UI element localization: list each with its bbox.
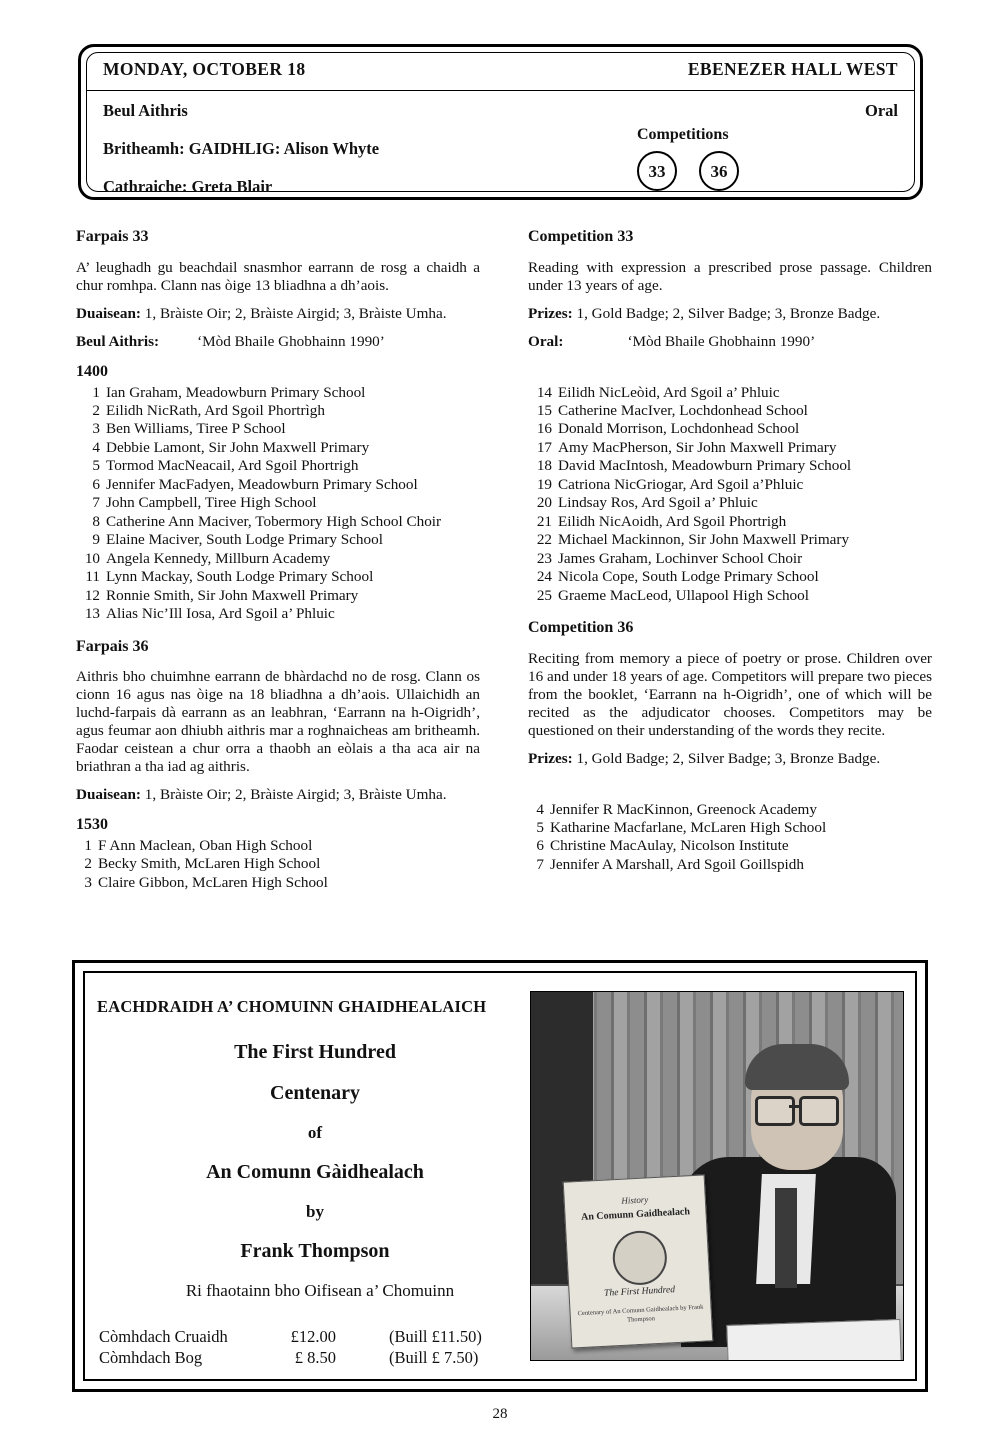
list-item	[528, 587, 932, 605]
english-column	[528, 228, 932, 874]
list-item	[528, 457, 932, 475]
competition-33-prizes: Prizes: 1, Gold Badge; 2, Silver Badge; 3, Bronze Badge.	[528, 304, 881, 322]
entry-name: James Graham, Lochinver School Choir	[558, 549, 803, 567]
advert-line-2: Centenary	[270, 1082, 360, 1104]
advert-line-3: of	[307, 1123, 323, 1142]
list-item	[528, 837, 932, 855]
photo-author-tie	[775, 1188, 797, 1288]
competition-33-entry-list	[528, 384, 932, 606]
list-item	[76, 855, 480, 873]
list-item	[76, 513, 480, 531]
entry-number: 20	[536, 494, 552, 512]
advert-price-list	[99, 1327, 549, 1369]
farpais-33-time: 1400	[76, 362, 108, 380]
book-cover-seal-icon	[611, 1230, 668, 1287]
farpais-36-time: 1530	[76, 816, 108, 834]
entry-name: Angela Kennedy, Millburn Academy	[106, 549, 331, 567]
header-venue: EBENEZER HALL WEST	[687, 59, 898, 79]
competition-33-prizes-label: Prizes:	[528, 304, 573, 322]
competition-badge-36: 36	[699, 151, 739, 191]
entry-number: 2	[92, 401, 100, 419]
entry-name: Tormod MacNeacail, Ard Sgoil Phortrigh	[106, 457, 359, 475]
photo-glasses-left	[755, 1096, 795, 1126]
competition-36-prizes-label: Prizes:	[528, 749, 573, 767]
entry-number: 23	[536, 549, 552, 567]
entry-number: 16	[536, 420, 552, 438]
entry-number: 3	[84, 873, 92, 891]
photo-book-cover	[563, 1174, 714, 1348]
farpais-33-entry-list	[76, 384, 480, 624]
entry-name: F Ann Maclean, Oban High School	[98, 836, 313, 854]
advert-price-label-hardback: Còmhdach Cruaidh	[99, 1327, 228, 1346]
farpais-36-title: Farpais 36	[76, 637, 149, 655]
list-item	[528, 402, 932, 420]
entry-number: 10	[84, 549, 100, 567]
farpais-33-title: Farpais 33	[76, 228, 149, 245]
list-item	[76, 531, 480, 549]
list-item	[76, 605, 480, 623]
entry-name: Catriona NicGriogar, Ard Sgoil a’Phluic	[558, 475, 804, 493]
farpais-33-prizes: Duaisean: 1, Bràiste Oir; 2, Bràiste Airgid; 3, Bràiste Umha.	[76, 304, 447, 322]
list-item	[76, 402, 480, 420]
book-cover-line-3: The First Hundred	[603, 1285, 676, 1299]
advertisement-box	[72, 960, 928, 1392]
entry-name: Lindsay Ros, Ard Sgoil a’ Phluic	[558, 494, 758, 512]
list-item	[76, 476, 480, 494]
entry-name: Ben Williams, Tiree P School	[106, 420, 286, 438]
header-beul-aithris: Beul Aithris	[103, 101, 188, 120]
entry-name: Christine MacAulay, Nicolson Institute	[550, 837, 789, 855]
list-item	[76, 494, 480, 512]
book-cover-line-1: History	[621, 1194, 649, 1206]
farpais-33-prizes-label: Duaisean:	[76, 304, 141, 322]
entry-number: 18	[536, 457, 552, 475]
advert-price-row	[99, 1348, 549, 1369]
book-cover-line-4: Centenary of An Comunn Gaidhealach by Frank Thompson	[577, 1303, 704, 1324]
entry-number: 15	[536, 401, 552, 419]
page-header-box	[78, 44, 923, 200]
header-judge: Britheamh: GAIDHLIG: Alison Whyte	[103, 139, 380, 158]
entry-name: John Campbell, Tiree High School	[106, 494, 317, 512]
list-item	[528, 476, 932, 494]
header-chair: Cathraiche: Greta Blair	[103, 177, 273, 196]
advert-price-label-paperback: Còmhdach Bog	[99, 1348, 203, 1367]
entry-name: Eilidh NicLeòid, Ard Sgoil a’ Phluic	[558, 383, 780, 401]
entry-name: Jennifer MacFadyen, Meadowburn Primary School	[106, 475, 418, 493]
entry-number: 1	[92, 383, 100, 401]
farpais-33-oral-piece	[76, 333, 480, 351]
farpais-33-description: A’ leughadh gu beachdail snasmhor earrann de rosg a chaidh a chur romhpa. Clann nas òige 13 bliadhna a dh’aois.	[76, 258, 480, 294]
competition-33-oral-piece	[528, 333, 932, 351]
entry-number: 4	[92, 438, 100, 456]
oral-value-english: ‘Mòd Bhaile Ghobhainn 1990’	[627, 332, 816, 350]
competitions-label: Competitions	[637, 126, 729, 143]
advert-line-4: An Comunn Gàidhealach	[206, 1161, 424, 1183]
advert-price-members-paperback: (Buill £ 7.50)	[389, 1348, 479, 1367]
advert-photo	[530, 991, 904, 1361]
entry-name: Claire Gibbon, McLaren High School	[98, 873, 328, 891]
gaelic-column	[76, 228, 480, 892]
entry-number: 3	[92, 420, 100, 438]
entry-number: 4	[536, 800, 544, 818]
entry-number: 17	[536, 438, 552, 456]
list-item	[528, 531, 932, 549]
entry-name: Michael Mackinnon, Sir John Maxwell Primary	[558, 531, 850, 549]
advert-author: Frank Thompson	[240, 1240, 390, 1262]
entry-name: Eilidh NicAoidh, Ard Sgoil Phortrigh	[558, 512, 787, 530]
entry-number: 12	[84, 586, 100, 604]
entry-name: Eilidh NicRath, Ard Sgoil Phortrìgh	[106, 401, 325, 419]
photo-papers	[726, 1319, 901, 1361]
entry-name: Alias Nic’Ill Iosa, Ard Sgoil a’ Phluic	[106, 605, 335, 623]
entry-number: 21	[536, 512, 552, 530]
oral-label-gaelic: Beul Aithris:	[76, 332, 160, 350]
entry-name: Jennifer R MacKinnon, Greenock Academy	[550, 800, 817, 818]
list-item	[528, 420, 932, 438]
entry-number: 25	[536, 586, 552, 604]
advert-heading: EACHDRAIDH A’ CHOMUINN GHAIDHEALAICH	[97, 997, 487, 1016]
list-item	[76, 874, 480, 892]
entry-name: Ronnie Smith, Sir John Maxwell Primary	[106, 586, 359, 604]
entry-number: 7	[92, 494, 100, 512]
entry-name: Katharine Macfarlane, McLaren High School	[550, 818, 827, 836]
advert-title-block	[95, 1041, 535, 1281]
photo-glasses-bridge	[789, 1105, 799, 1108]
advert-price-value-hardback: £12.00	[290, 1327, 336, 1346]
list-item	[528, 494, 932, 512]
list-item	[528, 439, 932, 457]
entry-number: 5	[536, 818, 544, 836]
competition-36-description: Reciting from memory a piece of poetry or prose. Children over 16 and under 18 years of age. Competitors will prepare two pieces from the booklet, ‘Earrann na h-Oigridh’, one of which will be recited as the adjudicator chooses. Competitors may be questioned on their understanding of the words they recite.	[528, 650, 932, 739]
farpais-36-description: Aithris bho chuimhne earrann de bhàrdachd no de rosg. Clann os cionn 16 agus nas òige na 18 bliadhna a dh’aois. Ullaichidh an luchd-farpais dà earrann as an leabhran, ‘Earrann na h-Oigridh’, agus feumar aon dhiubh aithris mar a roghnaicheas am britheamh. Faodar ceistean a chur orra a thaobh an eòlais a tha aca air na briathran a tha iad ag aithris.	[76, 668, 480, 776]
list-item	[528, 568, 932, 586]
list-item	[528, 819, 932, 837]
entry-number: 13	[84, 605, 100, 623]
list-item	[76, 550, 480, 568]
list-item	[528, 801, 932, 819]
advert-line-5: by	[306, 1202, 324, 1221]
entry-name: Donald Morrison, Lochdonhead School	[558, 420, 800, 438]
entry-number: 8	[92, 512, 100, 530]
oral-value-gaelic: ‘Mòd Bhaile Ghobhainn 1990’	[197, 332, 385, 350]
entry-name: Jennifer A Marshall, Ard Sgoil Goillspidh	[550, 855, 804, 873]
entry-name: Elaine Maciver, South Lodge Primary School	[106, 531, 383, 549]
oral-label-english: Oral:	[528, 332, 564, 350]
competition-badges	[637, 151, 837, 195]
header-divider	[87, 90, 914, 91]
photo-glasses-right	[799, 1096, 839, 1126]
list-item	[528, 384, 932, 402]
competition-36-title: Competition 36	[528, 619, 634, 637]
list-item	[76, 384, 480, 402]
header-date: MONDAY, OCTOBER 18	[103, 59, 306, 79]
competition-36-prizes: Prizes: 1, Gold Badge; 2, Silver Badge; 3, Bronze Badge.	[528, 749, 881, 767]
advert-price-row	[99, 1327, 549, 1348]
competition-33-title: Competition 33	[528, 228, 634, 245]
book-cover-line-2: An Comunn Gaidhealach	[580, 1206, 691, 1223]
competition-33-description: Reading with expression a prescribed prose passage. Children under 13 years of age.	[528, 258, 932, 294]
entry-name: Debbie Lamont, Sir John Maxwell Primary	[106, 438, 370, 456]
entry-name: Catherine Ann Maciver, Tobermory High School Choir	[106, 512, 442, 530]
farpais-36-entry-list	[76, 837, 480, 892]
farpais-36-prizes-label: Duaisean:	[76, 786, 141, 804]
entry-number: 6	[536, 837, 544, 855]
entry-number: 5	[92, 457, 100, 475]
entry-number: 24	[536, 568, 552, 586]
entry-number: 19	[536, 475, 552, 493]
advert-price-value-paperback: £ 8.50	[294, 1348, 336, 1367]
entry-number: 14	[536, 383, 552, 401]
advert-line-1: The First Hundred	[234, 1041, 396, 1063]
list-item	[528, 856, 932, 874]
list-item	[76, 587, 480, 605]
entry-name: Becky Smith, McLaren High School	[98, 855, 321, 873]
entry-name: Ian Graham, Meadowburn Primary School	[106, 383, 366, 401]
advert-availability: Ri fhaotainn bho Oifisean a’ Chomuinn	[185, 1281, 455, 1300]
header-oral: Oral	[865, 101, 898, 120]
entry-number: 2	[84, 855, 92, 873]
entry-number: 9	[92, 531, 100, 549]
entry-number: 6	[92, 475, 100, 493]
entry-number: 11	[85, 568, 100, 586]
list-item	[76, 568, 480, 586]
list-item	[76, 837, 480, 855]
list-item	[528, 550, 932, 568]
entry-name: Lynn Mackay, South Lodge Primary School	[106, 568, 374, 586]
entry-name: David MacIntosh, Meadowburn Primary School	[558, 457, 852, 475]
advert-price-members-hardback: (Buill £11.50)	[389, 1327, 482, 1346]
entry-name: Amy MacPherson, Sir John Maxwell Primary	[558, 438, 837, 456]
competition-36-entry-list	[528, 801, 932, 875]
list-item	[528, 513, 932, 531]
entry-number: 7	[536, 855, 544, 873]
page-number: 28	[492, 1406, 508, 1422]
list-item	[76, 420, 480, 438]
farpais-36-prizes: Duaisean: 1, Bràiste Oir; 2, Bràiste Airgid; 3, Bràiste Umha.	[76, 786, 447, 804]
entry-number: 1	[84, 836, 92, 854]
entry-name: Graeme MacLeod, Ullapool High School	[558, 586, 809, 604]
entry-name: Catherine MacIver, Lochdonhead School	[558, 401, 808, 419]
competition-badge-33: 33	[637, 151, 677, 191]
list-item	[76, 457, 480, 475]
list-item	[76, 439, 480, 457]
entry-number: 22	[536, 531, 552, 549]
photo-author-hair	[745, 1044, 849, 1090]
entry-name: Nicola Cope, South Lodge Primary School	[558, 568, 819, 586]
